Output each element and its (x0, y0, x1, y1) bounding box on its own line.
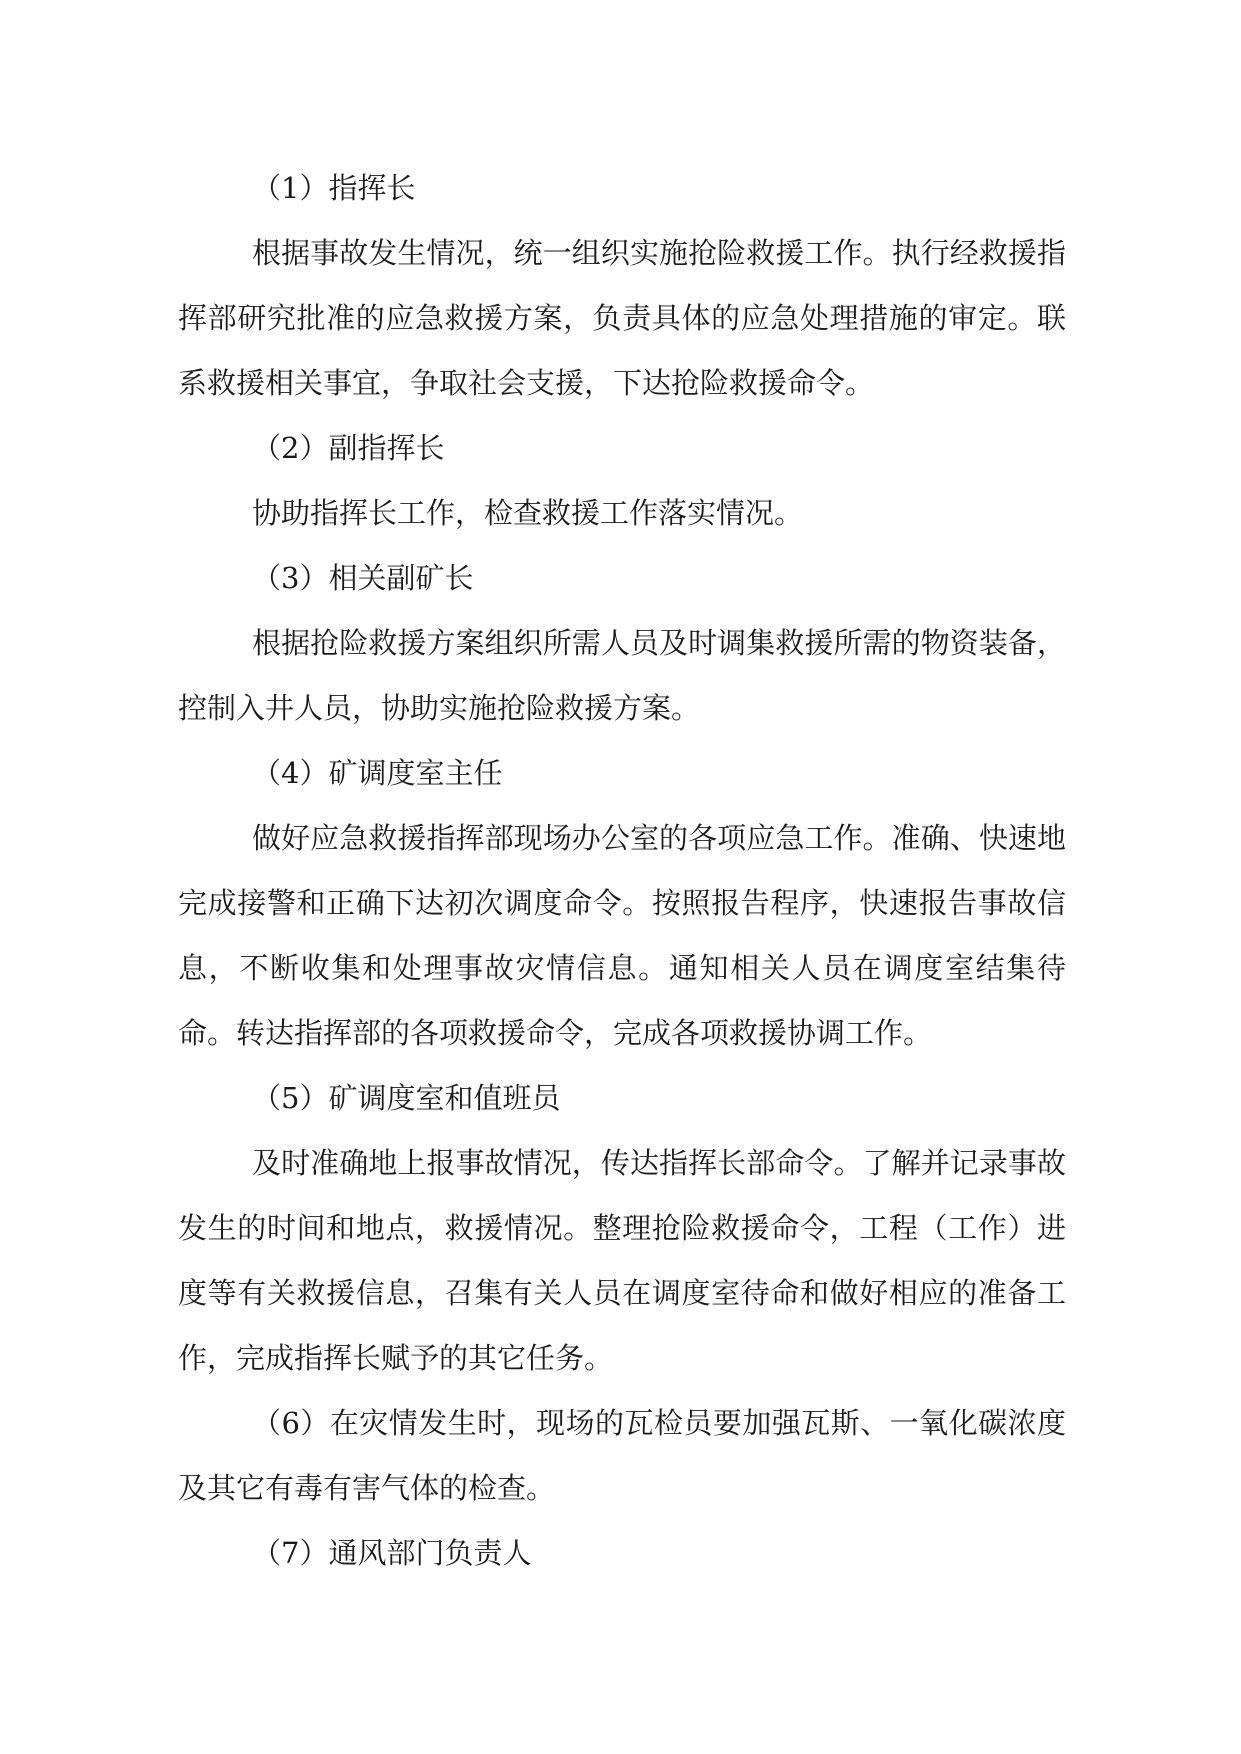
para-gas-inspector-duties: （6）在灾情发生时，现场的瓦检员要加强瓦斯、一氧化碳浓度及其它有毒有害气体的检查。 (178, 1406, 1066, 1505)
heading-deputy-mine-manager: （3）相关副矿长 (252, 561, 474, 595)
para-deputy-commander-duties: 协助指挥长工作，检查救援工作落实情况。 (252, 496, 804, 530)
para-commander-duties: 根据事故发生情况，统一组织实施抢险救援工作。执行经救援指挥部研究批准的应急救援方案，负责具体的应急处理措施的审定。联系救援相关事宜，争取社会支援，下达抢险救援命令。 (178, 236, 1066, 400)
heading-dispatch-director: （4）矿调度室主任 (252, 756, 503, 790)
para-deputy-mine-manager-duties: 根据抢险救援方案组织所需人员及时调集救援所需的物资装备，控制入井人员，协助实施抢险救援方案。 (178, 626, 1066, 725)
heading-ventilation-head: （7）通风部门负责人 (252, 1536, 532, 1570)
document-body (178, 156, 1066, 1586)
heading-deputy-commander: （2）副指挥长 (252, 431, 445, 465)
para-dispatch-duty-staff-duties: 及时准确地上报事故情况，传达指挥长部命令。了解并记录事故发生的时间和地点，救援情况。整理抢险救援命令，工程（工作）进度等有关救援信息，召集有关人员在调度室待命和做好相应的准备工作，完成指挥长赋予的其它任务。 (178, 1146, 1066, 1375)
para-dispatch-director-duties: 做好应急救援指挥部现场办公室的各项应急工作。准确、快速地完成接警和正确下达初次调度命令。按照报告程序，快速报告事故信息，不断收集和处理事故灾情信息。通知相关人员在调度室结集待命。转达指挥部的各项救援命令，完成各项救援协调工作。 (178, 821, 1066, 1050)
heading-commander: （1）指挥长 (252, 171, 416, 205)
heading-dispatch-duty-staff: （5）矿调度室和值班员 (252, 1081, 561, 1115)
